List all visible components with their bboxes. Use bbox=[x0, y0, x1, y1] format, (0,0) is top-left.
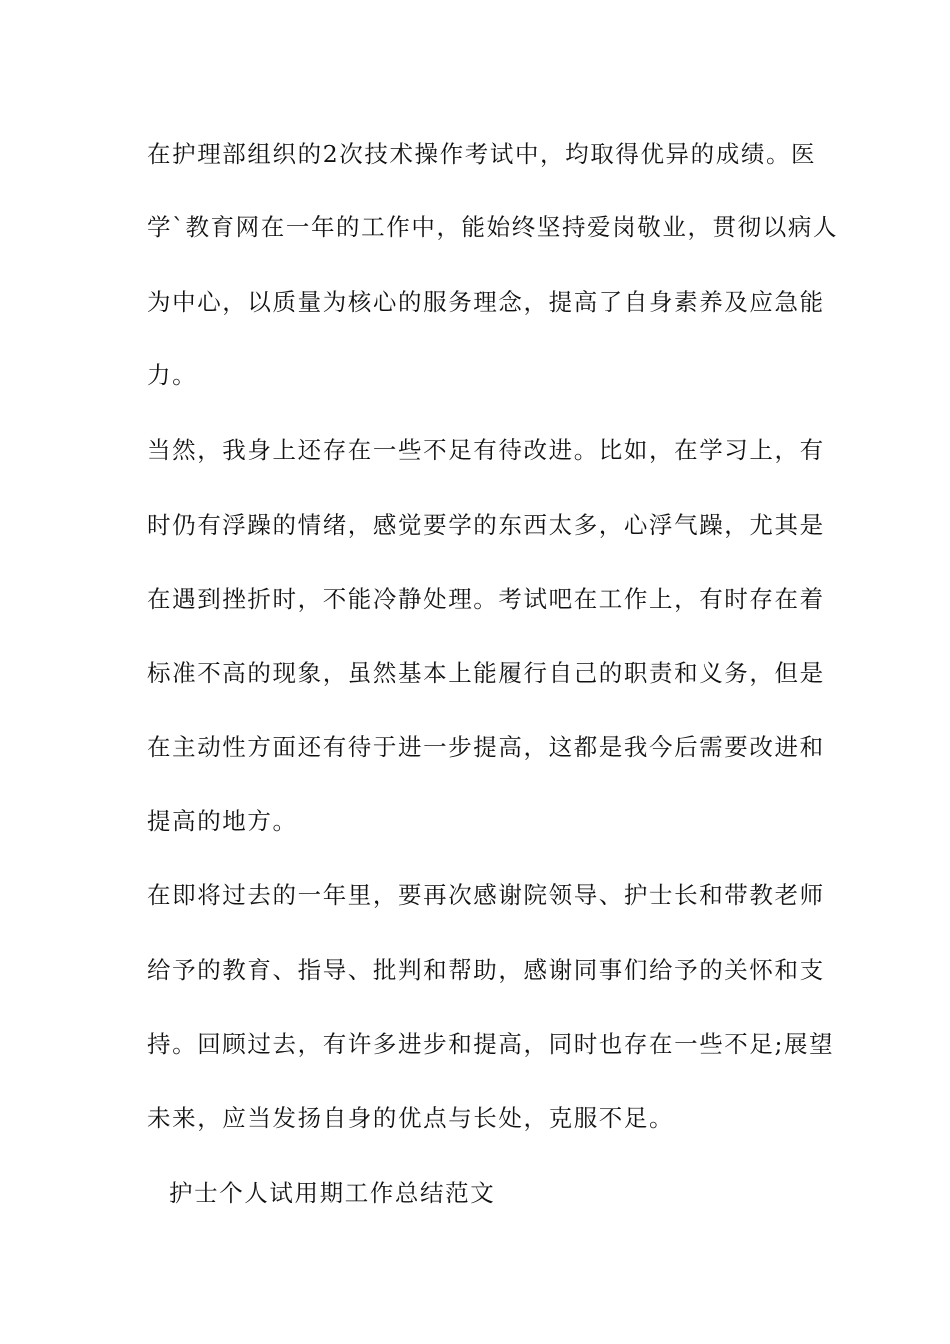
text-line: 给予的教育、指导、批判和帮助，感谢同事们给予的关怀和支 bbox=[147, 956, 825, 984]
text-line: 在即将过去的一年里，要再次感谢院领导、护士长和带教老师 bbox=[147, 881, 825, 909]
text-line: 提高的地方。 bbox=[147, 807, 298, 835]
section-heading: 护士个人试用期工作总结范文 bbox=[169, 1179, 496, 1207]
text-line: 标准不高的现象，虽然基本上能履行自己的职责和义务，但是 bbox=[147, 659, 825, 687]
text-line: 学`教育网在一年的工作中，能始终坚持爱岗敬业，贯彻以病人 bbox=[147, 213, 839, 241]
text-line: 时仍有浮躁的情绪，感觉要学的东西太多，心浮气躁，尤其是 bbox=[147, 511, 825, 539]
text-line: 为中心，以质量为核心的服务理念，提高了自身素养及应急能 bbox=[147, 288, 825, 316]
text-line: 在遇到挫折时，不能冷静处理。考试吧在工作上，有时存在着 bbox=[147, 585, 825, 613]
text-line: 未来，应当发扬自身的优点与长处，克服不足。 bbox=[147, 1104, 675, 1132]
text-line: 当然，我身上还存在一些不足有待改进。比如，在学习上，有 bbox=[147, 436, 825, 464]
text-line: 在护理部组织的2次技术操作考试中，均取得优异的成绩。医 bbox=[147, 140, 817, 168]
text-line: 力。 bbox=[147, 361, 198, 389]
text-line: 持。回顾过去，有许多进步和提高，同时也存在一些不足;展望 bbox=[147, 1030, 835, 1058]
text-line: 在主动性方面还有待于进一步提高，这都是我今后需要改进和 bbox=[147, 733, 825, 761]
